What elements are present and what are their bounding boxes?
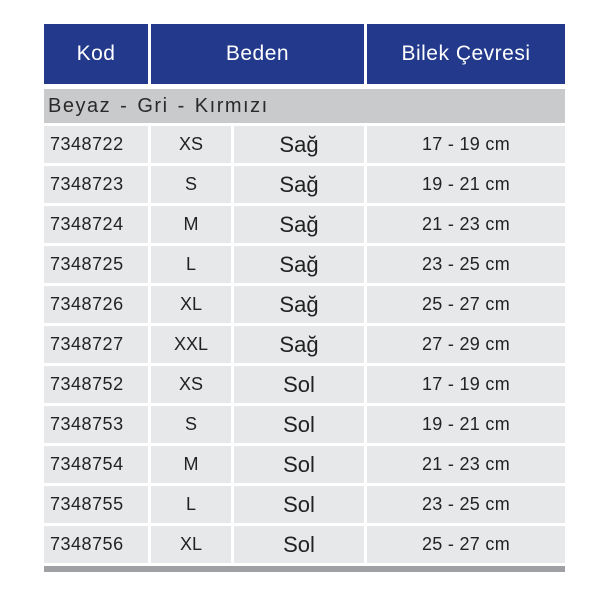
wrist-range: 19 - 21 cm bbox=[367, 406, 565, 443]
product-code: 7348722 bbox=[44, 126, 148, 163]
size: L bbox=[151, 486, 231, 523]
wrist-range: 17 - 19 cm bbox=[367, 126, 565, 163]
table-row bbox=[44, 166, 565, 203]
table-body bbox=[44, 126, 565, 563]
product-code: 7348754 bbox=[44, 446, 148, 483]
product-code: 7348726 bbox=[44, 286, 148, 323]
wrist-range: 17 - 19 cm bbox=[367, 366, 565, 403]
wrist-range: 21 - 23 cm bbox=[367, 446, 565, 483]
side: Sağ bbox=[234, 286, 364, 323]
table-row bbox=[44, 526, 565, 563]
side: Sağ bbox=[234, 166, 364, 203]
table-row bbox=[44, 126, 565, 163]
header-beden: Beden bbox=[151, 24, 364, 84]
header-kod: Kod bbox=[44, 24, 148, 84]
table-row bbox=[44, 366, 565, 403]
wrist-range: 23 - 25 cm bbox=[367, 486, 565, 523]
size: XS bbox=[151, 366, 231, 403]
size: M bbox=[151, 206, 231, 243]
size: S bbox=[151, 166, 231, 203]
wrist-range: 25 - 27 cm bbox=[367, 286, 565, 323]
side: Sol bbox=[234, 486, 364, 523]
product-code: 7348723 bbox=[44, 166, 148, 203]
size: S bbox=[151, 406, 231, 443]
side: Sol bbox=[234, 366, 364, 403]
size: XS bbox=[151, 126, 231, 163]
size: XXL bbox=[151, 326, 231, 363]
table-row bbox=[44, 406, 565, 443]
table-header bbox=[44, 24, 565, 84]
product-code: 7348725 bbox=[44, 246, 148, 283]
table-row bbox=[44, 446, 565, 483]
wrist-range: 25 - 27 cm bbox=[367, 526, 565, 563]
product-code: 7348724 bbox=[44, 206, 148, 243]
size: L bbox=[151, 246, 231, 283]
side: Sağ bbox=[234, 246, 364, 283]
size: XL bbox=[151, 526, 231, 563]
table-row bbox=[44, 286, 565, 323]
wrist-range: 23 - 25 cm bbox=[367, 246, 565, 283]
side: Sağ bbox=[234, 206, 364, 243]
color-group-label: Beyaz - Gri - Kırmızı bbox=[44, 89, 565, 123]
side: Sol bbox=[234, 446, 364, 483]
side: Sağ bbox=[234, 126, 364, 163]
table-row bbox=[44, 246, 565, 283]
size: M bbox=[151, 446, 231, 483]
wrist-range: 19 - 21 cm bbox=[367, 166, 565, 203]
product-code: 7348755 bbox=[44, 486, 148, 523]
size-table bbox=[44, 24, 565, 572]
table-row bbox=[44, 326, 565, 363]
wrist-range: 21 - 23 cm bbox=[367, 206, 565, 243]
wrist-range: 27 - 29 cm bbox=[367, 326, 565, 363]
side: Sol bbox=[234, 406, 364, 443]
side: Sağ bbox=[234, 326, 364, 363]
side: Sol bbox=[234, 526, 364, 563]
header-bilek-cevresi: Bilek Çevresi bbox=[367, 24, 565, 84]
size: XL bbox=[151, 286, 231, 323]
product-code: 7348753 bbox=[44, 406, 148, 443]
table-bottom-divider bbox=[44, 566, 565, 572]
table-row bbox=[44, 206, 565, 243]
product-code: 7348752 bbox=[44, 366, 148, 403]
product-code: 7348756 bbox=[44, 526, 148, 563]
table-row bbox=[44, 486, 565, 523]
product-code: 7348727 bbox=[44, 326, 148, 363]
